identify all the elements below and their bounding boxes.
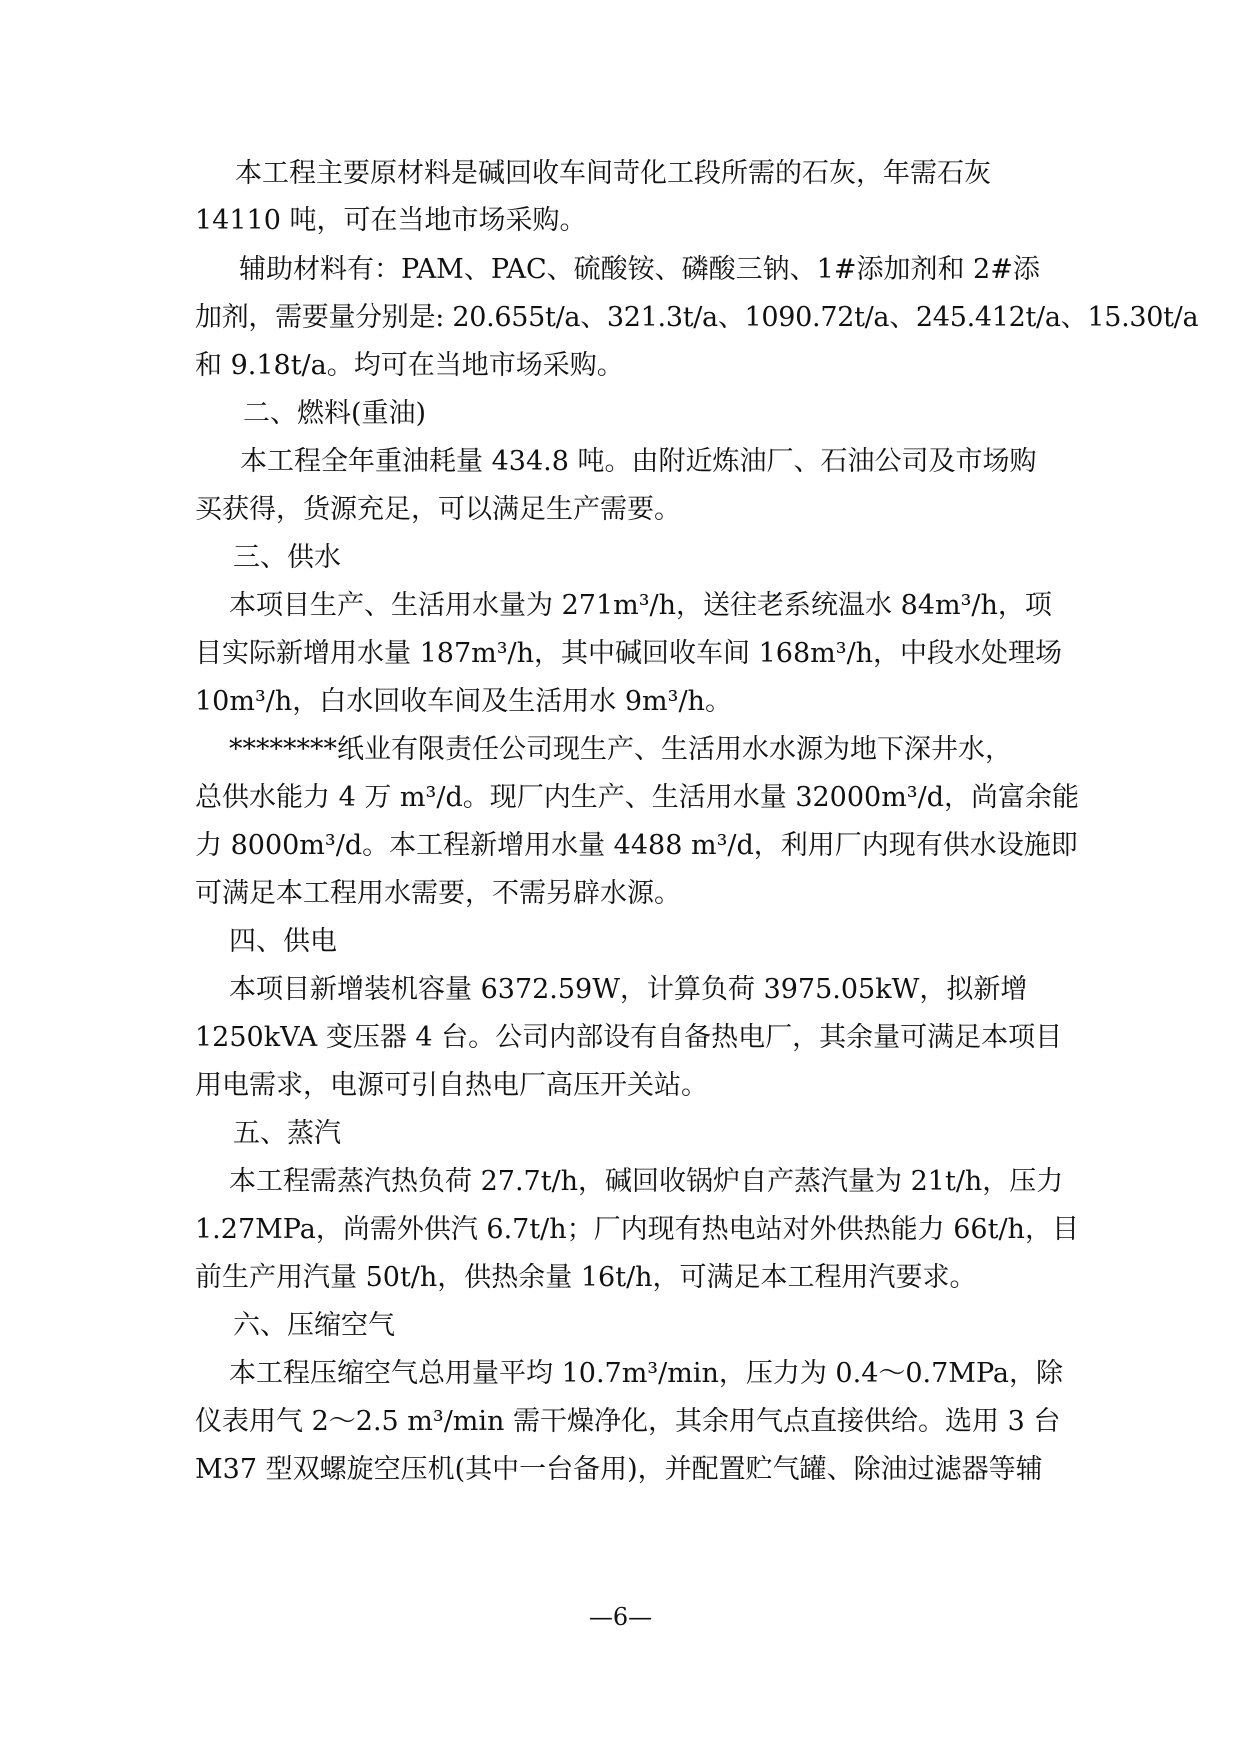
page-number: —6—	[588, 1603, 653, 1631]
section-heading: 六、压缩空气	[233, 1310, 395, 1341]
paragraph-line: 1250kVA 变压器 4 台。公司内部设有自备热电厂，其余量可满足本项目	[195, 1022, 1063, 1053]
paragraph-line: 和 9.18t/a。均可在当地市场采购。	[195, 350, 624, 381]
paragraph-line: 前生产用汽量 50t/h，供热余量 16t/h，可满足本工程用汽要求。	[195, 1262, 977, 1293]
paragraph-line: 辅助材料有：PAM、PAC、硫酸铵、磷酸三钠、1#添加剂和 2#添	[239, 254, 1040, 285]
paragraph-line: ********纸业有限责任公司现生产、生活用水水源为地下深井水，	[229, 734, 1012, 765]
paragraph-line: 用电需求，电源可引自热电厂高压开关站。	[195, 1070, 708, 1101]
paragraph-line: 本工程压缩空气总用量平均 10.7m³/min，压力为 0.4～0.7MPa，除	[229, 1358, 1064, 1389]
paragraph-line: 仪表用气 2～2.5 m³/min 需干燥净化，其余用气点直接供给。选用 3 台	[195, 1406, 1061, 1437]
paragraph-line: 14110 吨，可在当地市场采购。	[195, 205, 587, 236]
paragraph-line: 本项目新增装机容量 6372.59W，计算负荷 3975.05kW，拟新增	[229, 974, 1028, 1005]
paragraph-line: 本工程需蒸汽热负荷 27.7t/h，碱回收锅炉自产蒸汽量为 21t/h，压力	[229, 1166, 1064, 1197]
section-heading: 三、供水	[233, 542, 341, 573]
paragraph-line: 力 8000m³/d。本工程新增用水量 4488 m³/d，利用厂内现有供水设施即	[195, 830, 1078, 861]
paragraph-line: M37 型双螺旋空压机(其中一台备用)，并配置贮气罐、除油过滤器等辅	[195, 1454, 1043, 1485]
paragraph-line: 可满足本工程用水需要，不需另辟水源。	[195, 878, 681, 909]
paragraph-line: 本项目生产、生活用水量为 271m³/h，送往老系统温水 84m³/h，项	[229, 590, 1052, 621]
paragraph-line: 目实际新增用水量 187m³/h，其中碱回收车间 168m³/h，中段水处理场	[195, 638, 1063, 669]
paragraph-line: 10m³/h，白水回收车间及生活用水 9m³/h。	[195, 686, 732, 717]
paragraph-line: 1.27MPa，尚需外供汽 6.7t/h；厂内现有热电站对外供热能力 66t/h，目	[195, 1214, 1079, 1245]
paragraph-line: 本工程主要原材料是碱回收车间苛化工段所需的石灰，年需石灰	[235, 158, 991, 189]
paragraph-line: 加剂，需要量分别是: 20.655t/a、321.3t/a、1090.72t/a、245.412t/a、15.30t/a	[195, 302, 1199, 333]
section-heading: 四、供电	[229, 926, 337, 957]
paragraph-line: 总供水能力 4 万 m³/d。现厂内生产、生活用水量 32000m³/d，尚富余能	[195, 782, 1080, 813]
paragraph-line: 本工程全年重油耗量 434.8 吨。由附近炼油厂、石油公司及市场购	[240, 446, 1037, 477]
section-heading: 二、燃料(重油)	[243, 398, 427, 429]
paragraph-line: 买获得，货源充足，可以满足生产需要。	[195, 494, 681, 525]
section-heading: 五、蒸汽	[233, 1118, 341, 1149]
